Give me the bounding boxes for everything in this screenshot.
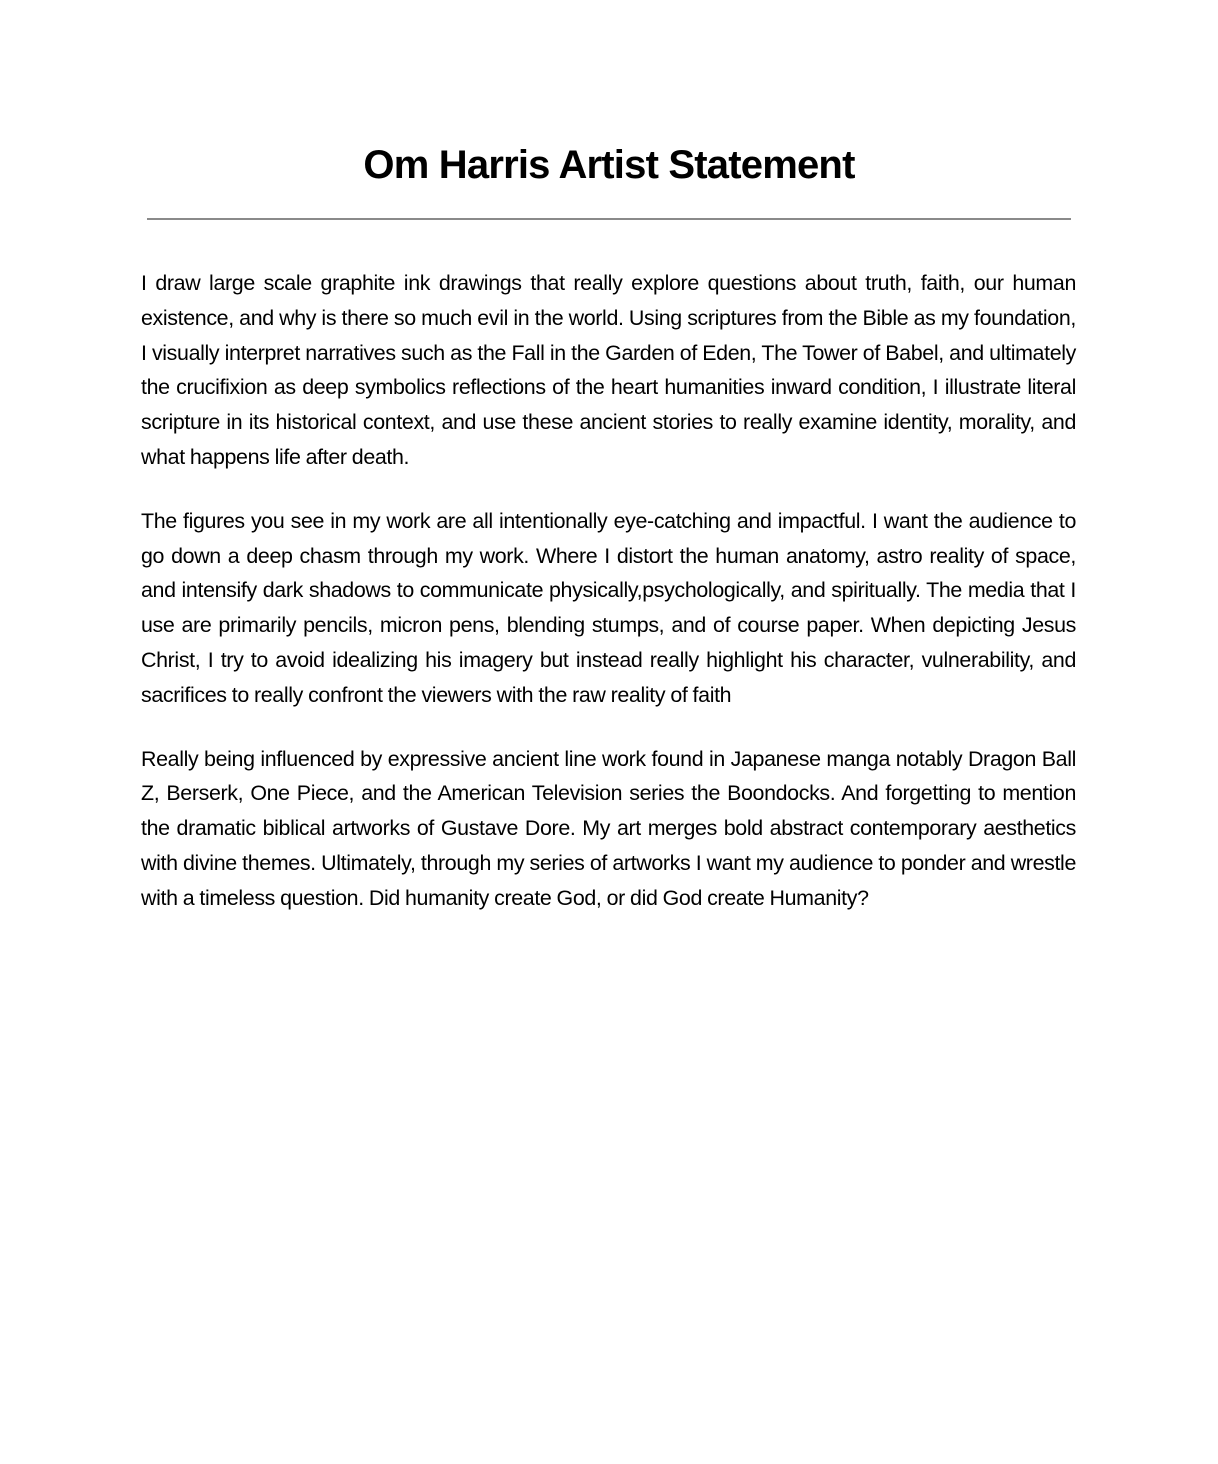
paragraph-1: I draw large scale graphite ink drawings that really explore questions about truth, faith, our human existence, and why is there so much evil in the world. Using scriptures from the Bible as my foundation, I visually interpret narratives such as the Fall in the Garden of Eden, The Tower of Babel, and ultimately the crucifixion as deep symbolics reflections of the heart humanities inward condition, I illustrate literal scripture in its historical context, and use these ancient stories to really examine identity, morality, and what happens life after death.: [141, 271, 1076, 469]
paragraph-3: Really being influenced by expressive ancient line work found in Japanese manga notably Dragon Ball Z, Berserk, One Piece, and the American Television series the Boondocks. And forgetting to mention the dramatic biblical artworks of Gustave Dore. My art merges bold abstract contemporary aesthetics with divine themes. Ultimately, through my series of artworks I want my audience to ponder and wrestle with a timeless question. Did humanity create God, or did God create Humanity?: [141, 746, 1076, 910]
title-divider: [147, 218, 1071, 220]
statement-body: [141, 266, 1076, 945]
paragraph-2: The figures you see in my work are all intentionally eye-catching and impactful. I want the audience to go down a deep chasm through my work. Where I distort the human anatomy, astro reality of space, and intensify dark shadows to communicate physically,psychologically, and spiritually. The media that I use are primarily pencils, micron pens, blending stumps, and of course paper. When depicting Jesus Christ, I try to avoid idealizing his imagery but instead really highlight his character, vulnerability, and sacrifices to really confront the viewers with the raw reality of faith: [141, 508, 1076, 707]
document-title: Om Harris Artist Statement: [363, 143, 855, 187]
